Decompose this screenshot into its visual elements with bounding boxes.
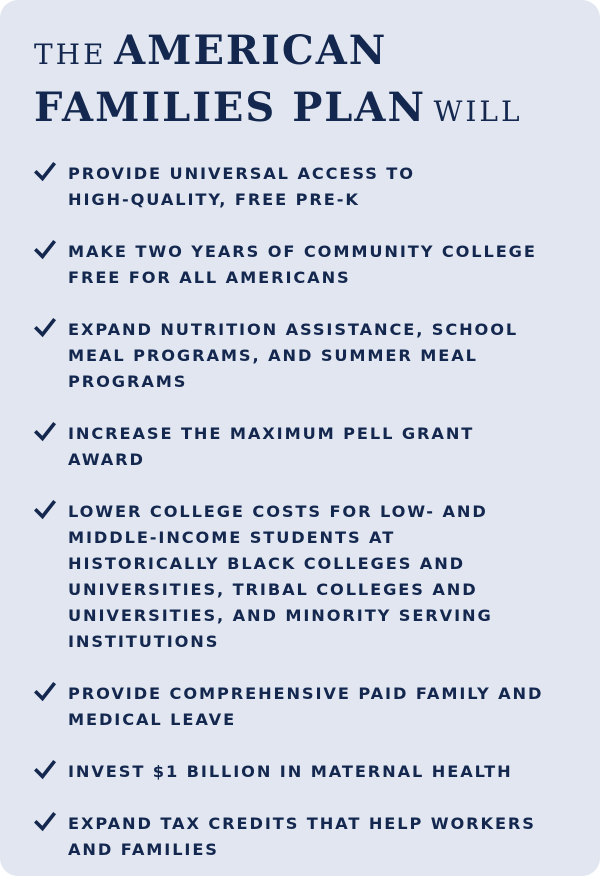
list-item-text: EXPAND TAX CREDITS THAT HELP WORKERS AND FAMILIES [68,814,536,859]
title-prefix: THE [34,38,107,71]
list-item [34,239,570,291]
list-item [34,499,570,655]
list-item [34,681,570,733]
checkmark-icon [34,811,56,833]
list-item-text: PROVIDE COMPREHENSIVE PAID FAMILY AND MEDICAL LEAVE [68,684,544,729]
list-item-text: INVEST $1 BILLION IN MATERNAL HEALTH [68,762,513,781]
title-line1: AMERICAN [114,27,388,74]
checkmark-icon [34,499,56,521]
list-item [34,161,570,213]
list-item-text: LOWER COLLEGE COSTS FOR LOW- AND MIDDLE-INCOME STUDENTS AT HISTORICALLY BLACK COLLEGES AND UNIVERSITIES, TRIBAL COLLEGES AND UNIVERSITIES, AND MINORITY SERVING INSTITUTIONS [68,502,493,651]
checkmark-icon [34,421,56,443]
list-item-text: PROVIDE UNIVERSAL ACCESS TO HIGH-QUALITY, FREE PRE-K [68,164,415,209]
list-item [34,421,570,473]
checkmark-icon [34,317,56,339]
list-item [34,317,570,395]
checkmark-icon [34,759,56,781]
list-item-text: MAKE TWO YEARS OF COMMUNITY COLLEGE FREE FOR ALL AMERICANS [68,242,537,287]
checkmark-icon [34,239,56,261]
list-item [34,811,570,863]
title-line2: FAMILIES PLAN [34,84,427,131]
list-item-text: EXPAND NUTRITION ASSISTANCE, SCHOOL MEAL PROGRAMS, AND SUMMER MEAL PROGRAMS [68,320,519,391]
page-title [34,26,570,140]
title-suffix: WILL [433,95,523,128]
list-item-text: INCREASE THE MAXIMUM PELL GRANT AWARD [68,424,475,469]
checkmark-icon [34,681,56,703]
plan-list [34,161,570,863]
checkmark-icon [34,161,56,183]
list-item [34,759,570,785]
